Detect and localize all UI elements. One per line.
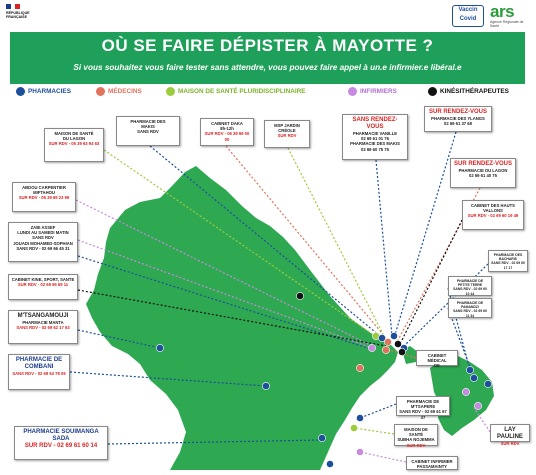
box-abdou	[12, 182, 76, 212]
legend-item	[428, 87, 509, 96]
box-lay-pauline	[490, 424, 530, 446]
vaccin-covid-logo	[452, 5, 484, 27]
legend-item	[96, 87, 142, 96]
legend-item	[348, 87, 397, 96]
box-line: ZABI ASSEF	[30, 225, 56, 230]
leader-line	[354, 428, 394, 434]
box-line: PHARMACIE DU LAGON	[458, 168, 508, 173]
vaccin-text: Vaccin Covid	[458, 7, 478, 22]
box-line: JOUADI MOHAMED-SOPHIAN	[13, 240, 73, 246]
box-line: PHARMACIE DE	[456, 301, 484, 305]
box-line: MIFTAHOU	[33, 190, 55, 196]
box-line: CABINET INFIRMIER	[411, 459, 453, 464]
box-line: DU LAGON	[62, 136, 86, 142]
box-line: PHARMACIE SOUIMANGA SADA	[23, 429, 99, 442]
top-header	[0, 0, 536, 32]
box-soumanga	[14, 426, 108, 460]
box-line: 02 69 60 75 75	[361, 146, 389, 152]
box-line: ABDOU CARPENTIER	[22, 185, 66, 190]
box-line: PHARMACIE DES	[130, 119, 166, 124]
legend	[10, 86, 525, 100]
box-kine	[8, 274, 78, 300]
legend-dot-icon	[428, 87, 437, 96]
box-line: PHARMACIE VANILLE	[352, 131, 398, 136]
legend-label: KINÉSITHÉRAPEUTES	[440, 88, 509, 95]
box-mtsangamouji	[8, 310, 78, 344]
box-line: 02 69 61 37 68	[444, 121, 472, 127]
box-line: SUR RDV	[500, 441, 520, 446]
box-line: LAY PAULINE	[497, 427, 523, 440]
box-line: SANS RDV	[32, 235, 54, 241]
location-marker	[466, 366, 473, 373]
box-line: 02 69 61 01 76	[361, 136, 389, 142]
box-line: 8h-12h	[220, 126, 234, 132]
location-marker	[390, 332, 397, 339]
legend-label: MÉDECINS	[108, 88, 142, 95]
location-marker	[318, 434, 325, 441]
french-flag-icon	[6, 4, 20, 9]
box-line: PHARMACIE DE M'TSAPERE	[406, 399, 440, 410]
box-pamandzi	[448, 298, 492, 318]
leader-line	[376, 160, 392, 336]
box-line: SUR RDV - 02 69 65 69 11	[17, 282, 69, 288]
box-cabinet-medical	[416, 350, 458, 369]
republique-francaise-logo	[6, 4, 40, 26]
box-hauts-vallons	[462, 200, 524, 230]
republique-text: RÉPUBLIQUE FRANÇAISE	[6, 11, 30, 19]
location-marker	[156, 344, 163, 351]
box-maison-sante-sud	[394, 424, 438, 446]
box-line: CABINET MÉDICAL	[427, 353, 447, 364]
box-line: SUR RDV - 06 39 63 94 63	[48, 141, 100, 147]
leader-line	[360, 404, 396, 418]
box-combani	[8, 354, 70, 390]
box-vanille	[342, 114, 408, 160]
location-marker	[262, 382, 269, 389]
page-subtitle: Si vous souhaitez vous faire tester sans attendre, vous pouvez faire appel à un.e infirmier.e libéral.e	[73, 63, 462, 72]
box-line: VALLONS	[483, 208, 503, 214]
box-line: BACHARIS	[499, 257, 517, 262]
location-marker	[296, 292, 303, 299]
box-line: SANS RDV - 02 69 60 11 34	[453, 309, 487, 318]
box-line: 02 69 61 40 75	[469, 173, 497, 179]
box-lagon-2	[450, 158, 516, 188]
box-line: PHARMACIE MANTA	[22, 320, 64, 325]
box-ylangs	[424, 106, 492, 132]
ars-logo: ars	[490, 2, 515, 21]
box-cabinet-infirmier	[406, 456, 458, 470]
box-line: DE	[434, 363, 440, 369]
box-line: PASSAMAINTY	[416, 464, 448, 470]
location-marker	[356, 414, 363, 421]
location-marker	[470, 374, 477, 381]
box-line: SUR RDV - 06 39 69 00 00	[204, 131, 250, 142]
box-pharmacie-makis	[116, 116, 180, 146]
location-marker	[326, 460, 333, 467]
location-marker	[484, 380, 491, 387]
location-marker	[474, 402, 481, 409]
box-line: M'TSANGAMOUJI	[17, 313, 69, 319]
box-msp-creole	[264, 120, 310, 148]
box-line: SANS RDV	[137, 129, 159, 135]
location-marker	[462, 388, 469, 395]
box-zabi	[8, 222, 78, 262]
box-line: SANS RDV - 02 69 60 17 17	[491, 261, 525, 270]
legend-item	[16, 87, 71, 96]
location-marker	[350, 424, 357, 431]
box-line: MAKIS	[141, 124, 155, 130]
legend-item	[166, 87, 305, 96]
box-line: SUR RDV - 02 69 61 60 14	[24, 443, 98, 449]
box-line: SUR RDV - 02 69 60 19 49	[467, 213, 519, 219]
box-line: CABINET KINE, SPORT, SANTE	[11, 277, 75, 282]
box-line: LUNDI AU SAMEDI MATIN	[17, 230, 69, 236]
leader-line	[394, 132, 456, 338]
legend-dot-icon	[96, 87, 105, 96]
box-line: SANS RDV - 02 69 66 45 31	[16, 245, 70, 251]
ars-subtitle: Agence Régionale de Santé	[490, 20, 524, 28]
box-line: SANS RDV - 02 69 61 67 37	[399, 409, 447, 420]
box-line: SUR RENDEZ-VOUS	[428, 109, 487, 115]
box-line: SANS RENDEZ-VOUS	[352, 117, 398, 130]
map-area	[0, 100, 536, 470]
leader-line	[360, 452, 406, 462]
box-line: MAISON DE SANTÉ	[54, 131, 94, 136]
location-marker	[368, 344, 375, 351]
box-line: SANS RDV - 02 69 62 17 63	[16, 325, 70, 331]
box-line: SUR RDV	[277, 133, 297, 139]
box-line: PHARMACIE DE	[15, 357, 63, 363]
box-mtsapere	[396, 396, 450, 420]
box-line: SUR RDV - 06 39 69 23 99	[18, 195, 70, 201]
box-bacharis	[488, 250, 528, 272]
box-line: PETITE TERRE	[457, 283, 483, 288]
grande-terre-island	[86, 166, 398, 470]
box-cabinet-daka	[200, 118, 254, 146]
legend-label: MAISON DE SANTÉ PLURIDISCIPLINAIRE	[178, 88, 306, 95]
box-line: SUR RENDEZ-VOUS	[453, 161, 512, 167]
box-line: SANS RDV - 02 69 63 78 06	[12, 371, 66, 376]
location-marker	[384, 338, 391, 345]
legend-label: INFIRMIERS	[360, 88, 397, 95]
box-line: COMBANI	[24, 364, 54, 370]
box-line: CABINET DES HAUTS	[471, 203, 515, 208]
box-line: MSP JARDIN	[274, 123, 300, 128]
box-line: SUBHA NOJEMMA	[397, 437, 435, 443]
box-line: CABINET DAKA	[211, 121, 243, 126]
box-msp-lagon	[44, 128, 104, 162]
location-marker	[382, 346, 389, 353]
title-banner	[10, 32, 525, 84]
box-line: PAMANDZI	[461, 305, 479, 310]
legend-dot-icon	[166, 87, 175, 96]
box-line: SUR RDV	[406, 442, 426, 448]
page-title: OÙ SE FAIRE DÉPISTER À MAYOTTE ?	[101, 36, 434, 55]
legend-dot-icon	[16, 87, 25, 96]
box-line: PHARMACIE DES MAKIS	[350, 141, 400, 147]
box-line: CRÉOLE	[278, 128, 296, 134]
box-line: SANS RDV - 02 69 60 10 44	[453, 287, 487, 296]
box-line: PHARMACIE DE	[456, 279, 484, 283]
box-line: MAISON DE SANTÉ	[404, 427, 428, 438]
location-marker	[356, 364, 363, 371]
box-petite-terre	[448, 276, 492, 296]
legend-dot-icon	[348, 87, 357, 96]
location-marker	[356, 448, 363, 455]
location-marker	[398, 348, 405, 355]
box-line: PHARMACIE DES	[493, 253, 523, 257]
box-line: PHARMACIE DES YLANGS	[431, 116, 485, 121]
legend-label: PHARMACIES	[28, 88, 71, 95]
